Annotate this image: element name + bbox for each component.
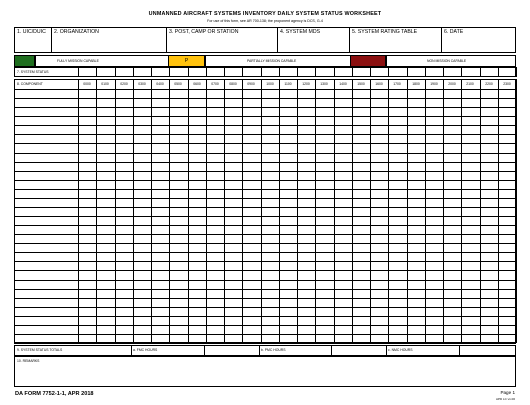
component-cell[interactable] — [15, 135, 78, 143]
legend-swatch — [350, 55, 386, 67]
header-field-input[interactable] — [351, 37, 439, 52]
fmc-hours-label: a. FMC HOURS — [133, 348, 158, 352]
grid-col-line — [352, 79, 353, 343]
grid-row-line — [14, 180, 516, 181]
remarks-label: 10. REMARKS — [17, 359, 40, 363]
component-cell[interactable] — [15, 299, 78, 307]
grid-col-line — [334, 79, 335, 343]
legend-divider — [35, 55, 36, 67]
status-col-line — [151, 67, 152, 77]
legend-label: FULLY MISSION CAPABLE — [57, 59, 99, 63]
header-field-label: 3. POST, CAMP OR STATION — [169, 29, 239, 35]
status-col-line — [261, 67, 262, 77]
grid-row-line — [14, 252, 516, 253]
grid-row-line — [14, 325, 516, 326]
header-divider — [166, 27, 167, 53]
component-cell[interactable] — [15, 117, 78, 125]
totals-divider-2 — [204, 345, 205, 356]
legend-swatch: P — [168, 55, 205, 67]
header-divider — [277, 27, 278, 53]
grid-row-line — [14, 334, 516, 335]
status-col-line — [461, 67, 462, 77]
grid-row-line — [14, 270, 516, 271]
component-cell[interactable] — [15, 154, 78, 162]
header-divider — [441, 27, 442, 53]
status-col-line — [352, 67, 353, 77]
grid-col-line — [370, 79, 371, 343]
grid-col-line — [115, 79, 116, 343]
status-col-line — [297, 67, 298, 77]
totals-divider-3 — [259, 345, 260, 356]
form-version: APD LC v1.00 — [495, 397, 515, 401]
status-col-line — [206, 67, 207, 77]
component-cell[interactable] — [15, 99, 78, 107]
grid-col-line — [188, 79, 189, 343]
status-col-line — [169, 67, 170, 77]
header-divider — [349, 27, 350, 53]
component-grid — [14, 79, 516, 343]
component-cell[interactable] — [15, 108, 78, 116]
grid-col-line — [461, 79, 462, 343]
remarks-box[interactable] — [14, 356, 516, 387]
legend-label: PARTIALLY MISSION CAPABLE — [247, 59, 297, 63]
grid-col-line — [206, 79, 207, 343]
hour-header: 1100 — [284, 82, 292, 86]
grid-row-line — [14, 98, 516, 99]
component-cell[interactable] — [15, 281, 78, 289]
grid-row-line — [14, 243, 516, 244]
status-col-line — [78, 67, 79, 77]
grid-col-line — [224, 79, 225, 343]
grid-row-line — [14, 216, 516, 217]
grid-col-line — [78, 79, 79, 343]
header-field-input[interactable] — [443, 37, 514, 52]
hour-header: 0500 — [174, 82, 182, 86]
header-field-label: 1. UIC/DUIC — [17, 29, 46, 35]
grid-col-line — [169, 79, 170, 343]
component-cell[interactable] — [15, 199, 78, 207]
grid-col-line — [151, 79, 152, 343]
hour-header: 1800 — [412, 82, 420, 86]
grid-col-line — [498, 79, 499, 343]
totals-divider-1 — [131, 345, 132, 356]
component-cell[interactable] — [15, 163, 78, 171]
hour-header: 1200 — [302, 82, 310, 86]
status-col-line — [96, 67, 97, 77]
grid-row-line — [14, 107, 516, 108]
component-cell[interactable] — [15, 262, 78, 270]
grid-row-line — [14, 207, 516, 208]
component-cell[interactable] — [15, 208, 78, 216]
hour-header: 0300 — [138, 82, 146, 86]
legend-divider — [386, 55, 387, 67]
system-status-label: 7. SYSTEM STATUS — [17, 70, 49, 74]
component-cell[interactable] — [15, 144, 78, 152]
header-divider — [51, 27, 52, 53]
status-col-line — [242, 67, 243, 77]
grid-col-line — [261, 79, 262, 343]
status-col-line — [498, 67, 499, 77]
grid-row-line — [14, 261, 516, 262]
hour-header: 1400 — [339, 82, 347, 86]
status-col-line — [334, 67, 335, 77]
component-header: 8. COMPONENT — [17, 82, 43, 86]
hour-header: 2200 — [485, 82, 493, 86]
component-cell[interactable] — [15, 226, 78, 234]
component-cell[interactable] — [15, 90, 78, 98]
grid-row-line — [14, 316, 516, 317]
grid-row-line — [14, 198, 516, 199]
grid-row-line — [14, 89, 516, 90]
hour-header: 2100 — [466, 82, 474, 86]
grid-row-line — [14, 234, 516, 235]
component-cell[interactable] — [15, 271, 78, 279]
component-cell[interactable] — [15, 190, 78, 198]
legend-swatch — [14, 55, 35, 67]
component-cell[interactable] — [15, 235, 78, 243]
status-col-line — [133, 67, 134, 77]
hour-header: 2000 — [448, 82, 456, 86]
header-field-label: 6. DATE — [444, 29, 464, 35]
status-col-line — [425, 67, 426, 77]
component-cell[interactable] — [15, 290, 78, 298]
grid-col-line — [96, 79, 97, 343]
status-col-line — [188, 67, 189, 77]
totals-divider-4 — [331, 345, 332, 356]
status-col-line — [279, 67, 280, 77]
nmc-hours-label: c. NMC HOURS — [388, 348, 413, 352]
hour-header: 0100 — [101, 82, 109, 86]
totals-label: 9. SYSTEM STATUS TOTALS — [17, 348, 63, 352]
component-cell[interactable] — [15, 126, 78, 134]
legend-label: NON MISSION CAPABLE — [427, 59, 467, 63]
grid-row-line — [14, 171, 516, 172]
grid-row-line — [14, 225, 516, 226]
header-field-input[interactable] — [53, 37, 164, 52]
status-col-line — [115, 67, 116, 77]
header-field-input[interactable] — [168, 37, 275, 52]
totals-divider-5 — [386, 345, 387, 356]
component-cell[interactable] — [15, 172, 78, 180]
page-number: Page 1 — [500, 390, 515, 395]
component-cell[interactable] — [15, 217, 78, 225]
totals-divider-6 — [459, 345, 460, 356]
grid-col-line — [133, 79, 134, 343]
hour-header: 1500 — [357, 82, 365, 86]
grid-col-line — [297, 79, 298, 343]
grid-col-line — [388, 79, 389, 343]
component-cell[interactable] — [15, 317, 78, 325]
grid-col-line — [425, 79, 426, 343]
legend-divider — [205, 55, 206, 67]
grid-col-line — [407, 79, 408, 343]
component-cell[interactable] — [15, 326, 78, 334]
hour-header: 1300 — [320, 82, 328, 86]
form-id: DA FORM 7752-1-1, APR 2018 — [15, 391, 94, 397]
status-col-line — [407, 67, 408, 77]
header-field-label: 2. ORGANIZATION — [54, 29, 99, 35]
hour-header: 0700 — [211, 82, 219, 86]
hour-header: 0000 — [83, 82, 91, 86]
component-cell[interactable] — [15, 253, 78, 261]
grid-row-line — [14, 153, 516, 154]
grid-row-line — [14, 307, 516, 308]
hour-header: 1600 — [375, 82, 383, 86]
grid-row-line — [14, 116, 516, 117]
hour-header: 2300 — [503, 82, 511, 86]
system-status-row — [14, 67, 516, 77]
component-cell[interactable] — [15, 335, 78, 343]
status-col-line — [516, 67, 517, 77]
form-subtitle: For use of this form, see AR 700-138; the proponent agency is DCS, G-4 — [207, 19, 323, 23]
status-col-line — [224, 67, 225, 77]
grid-row-line — [14, 134, 516, 135]
status-col-line — [480, 67, 481, 77]
grid-col-line — [516, 79, 517, 343]
hour-header: 0200 — [120, 82, 128, 86]
grid-col-line — [242, 79, 243, 343]
header-field-label: 4. SYSTEM MDS — [280, 29, 321, 35]
hour-header: 0400 — [156, 82, 164, 86]
grid-col-line — [279, 79, 280, 343]
grid-row-line — [14, 162, 516, 163]
grid-row-line — [14, 289, 516, 290]
grid-row-line — [14, 189, 516, 190]
grid-col-line — [443, 79, 444, 343]
component-cell[interactable] — [15, 181, 78, 189]
form-title: UNMANNED AIRCRAFT SYSTEMS INVENTORY DAILY SYSTEM STATUS WORKSHEET — [148, 11, 382, 17]
grid-row-line — [14, 343, 516, 344]
component-cell[interactable] — [15, 308, 78, 316]
hour-header: 0900 — [247, 82, 255, 86]
hour-header: 0800 — [229, 82, 237, 86]
grid-row-line — [14, 298, 516, 299]
hour-header: 1700 — [393, 82, 401, 86]
header-field-input[interactable] — [279, 37, 347, 52]
hour-header: 1000 — [266, 82, 274, 86]
grid-col-line — [480, 79, 481, 343]
hour-header: 0600 — [193, 82, 201, 86]
grid-row-line — [14, 125, 516, 126]
grid-col-line — [315, 79, 316, 343]
status-col-line — [443, 67, 444, 77]
pmc-hours-label: b. PMC HOURS — [261, 348, 286, 352]
status-col-line — [315, 67, 316, 77]
status-col-line — [388, 67, 389, 77]
hour-header: 1900 — [430, 82, 438, 86]
header-field-label: 5. SYSTEM RATING TABLE — [352, 29, 418, 35]
grid-row-line — [14, 143, 516, 144]
component-cell[interactable] — [15, 244, 78, 252]
grid-row-line — [14, 280, 516, 281]
header-field-input[interactable] — [16, 37, 49, 52]
status-col-line — [370, 67, 371, 77]
